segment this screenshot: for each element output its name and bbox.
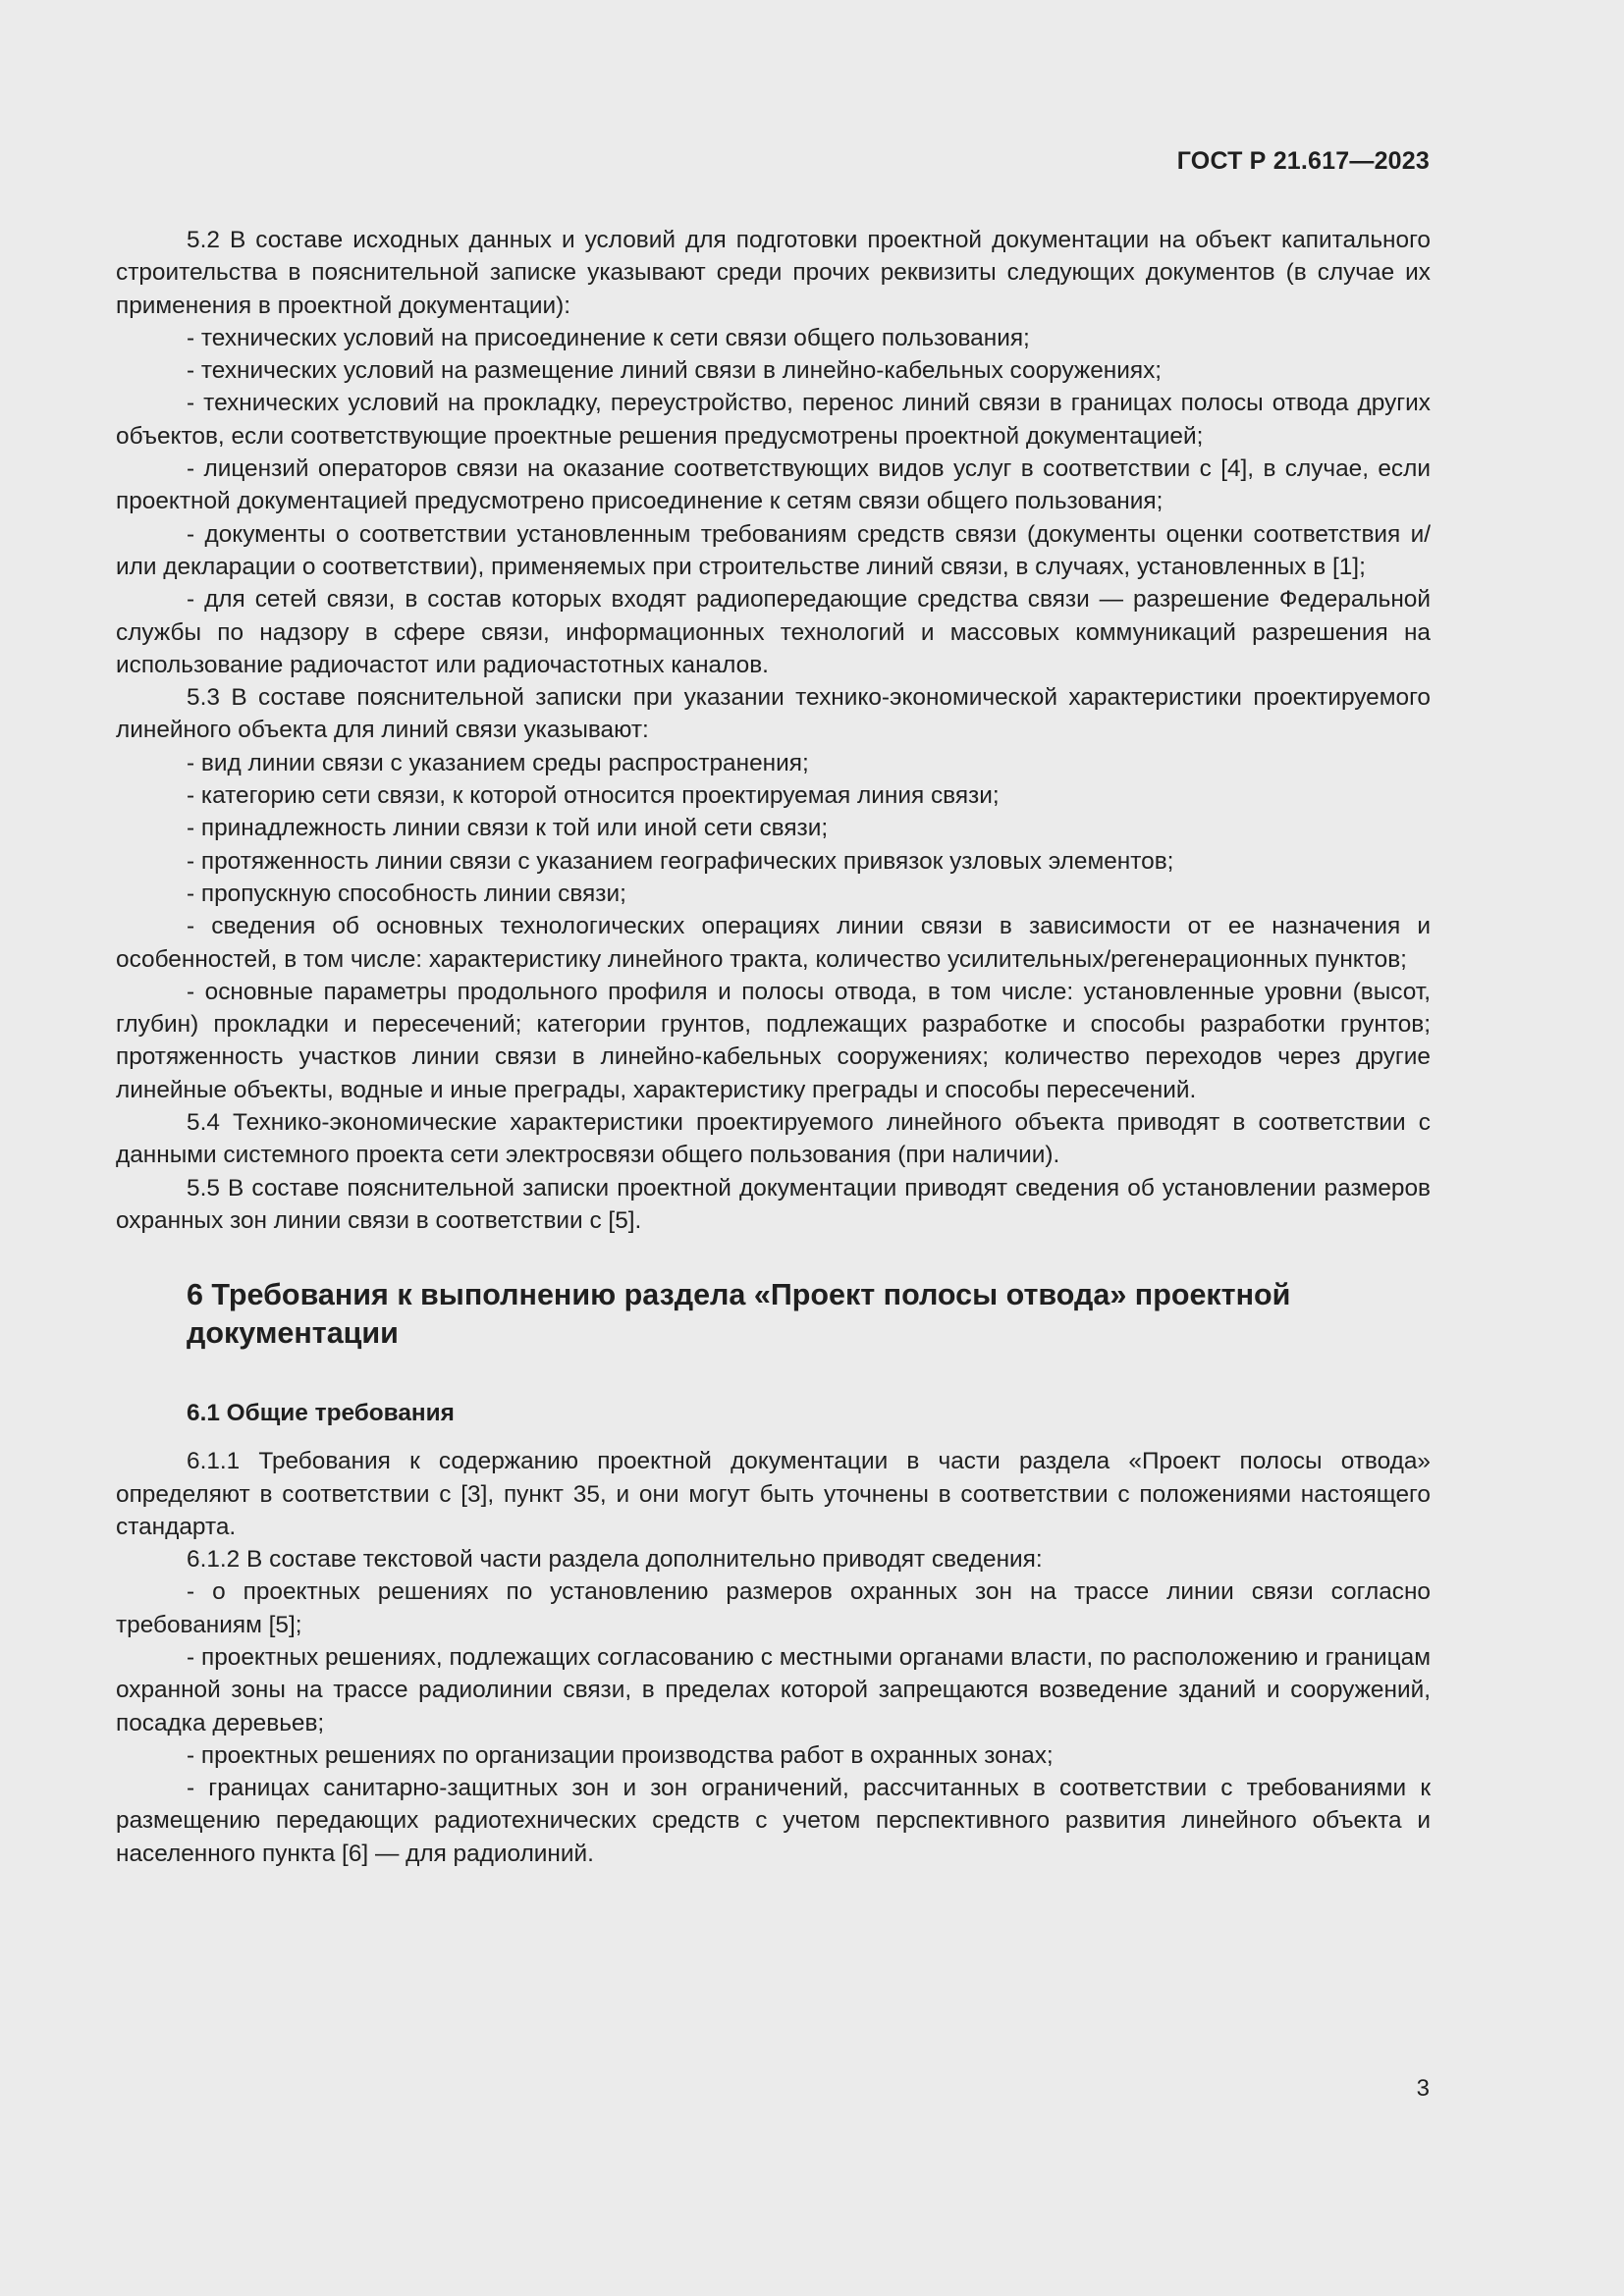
- paragraph-5-4: 5.4 Технико-экономические характеристики проектируемого линейного объекта приводят в соответствии с данными системного проекта сети электросвязи общего пользования (при наличии).: [116, 1109, 1431, 1169]
- paragraph-5-2: 5.2 В составе исходных данных и условий для подготовки проектной документации на объект капитального строительства в пояснительной записке указывают среди прочих реквизиты следующих документов (в случае их применения в проектной документации):: [116, 227, 1431, 319]
- list-item: - лицензий операторов связи на оказание соответствующих видов услуг в соответствии с [4], в случае, если проектной документацией предусмотрено присоединение к сетям связи общего пользования;: [116, 455, 1431, 515]
- list-item: - границах санитарно-защитных зон и зон ограничений, рассчитанных в соответствии с требованиями к размещению передающих радиотехнических средств с учетом перспективного развития линейного объекта и населенного пункта [6] — для радиолиний.: [116, 1775, 1431, 1867]
- list-item: - проектных решениях по организации производства работ в охранных зонах;: [187, 1741, 1054, 1769]
- subsection-6-1-title: 6.1 Общие требования: [187, 1400, 455, 1427]
- page-content: [116, 224, 1431, 1870]
- list-item: - сведения об основных технологических операциях линии связи в зависимости от ее назначения и особенностей, в том числе: характеристику линейного тракта, количество усилительных/регенерационных пунктов;: [116, 913, 1431, 973]
- section-6-title: 6 Требования к выполнению раздела «Проект полосы отвода» проектной документации: [187, 1278, 1291, 1351]
- paragraph-5-5: 5.5 В составе пояснительной записки проектной документации приводят сведения об установлении размеров охранных зон линии связи в соответствии с [5].: [116, 1174, 1431, 1234]
- list-item: - категорию сети связи, к которой относится проектируемая линия связи;: [187, 782, 1000, 810]
- list-item: - технических условий на прокладку, переустройство, перенос линий связи в границах полосы отвода других объектов, если соответствующие проектные решения предусмотрены проектной документацией;: [116, 390, 1431, 450]
- page-number: 3: [1416, 2075, 1430, 2102]
- paragraph-5-3: 5.3 В составе пояснительной записки при указании технико-экономической характеристики проектируемого линейного объекта для линий связи указывают:: [116, 684, 1431, 744]
- list-item: - технических условий на присоединение к сети связи общего пользования;: [187, 324, 1030, 351]
- paragraph-6-1-1: 6.1.1 Требования к содержанию проектной документации в части раздела «Проект полосы отвода» определяют в соответствии с [3], пункт 35, и они могут быть уточнены в соответствии с положениями настоящего стандарта.: [116, 1448, 1431, 1540]
- standard-number: ГОСТ Р 21.617—2023: [1176, 147, 1430, 175]
- list-item: - о проектных решениях по установлению размеров охранных зон на трассе линии связи согласно требованиям [5];: [116, 1578, 1431, 1638]
- list-item: - технических условий на размещение линий связи в линейно-кабельных сооружениях;: [187, 357, 1163, 385]
- list-item: - протяженность линии связи с указанием географических привязок узловых элементов;: [187, 847, 1174, 875]
- list-item: - основные параметры продольного профиля и полосы отвода, в том числе: установленные уровни (высот, глубин) прокладки и пересечений; категории грунтов, подлежащих разработке и способы разработки грунтов; протяженность участков линии связи в линейно-кабельных сооружениях; количество переходов через другие линейные объекты, водные и иные преграды, характеристику преграды и способы пересечений.: [116, 978, 1431, 1103]
- list-item: - вид линии связи с указанием среды распространения;: [187, 749, 809, 776]
- list-item: - для сетей связи, в состав которых входят радиопередающие средства связи — разрешение Федеральной службы по надзору в сфере связи, информационных технологий и массовых коммуникаций разрешения на использование радиочастот или радиочастотных каналов.: [116, 586, 1431, 678]
- list-item: - документы о соответствии установленным требованиям средств связи (документы оценки соответствия и/или декларации о соответствии), применяемых при строительстве линий связи, в случаях, установленных в [1];: [116, 520, 1431, 580]
- list-item: - принадлежность линии связи к той или иной сети связи;: [187, 815, 829, 842]
- list-item: - проектных решениях, подлежащих согласованию с местными органами власти, по расположению и границам охранной зоны на трассе радиолинии связи, в пределах которой запрещаются возведение зданий и сооружений, посадка деревьев;: [116, 1643, 1431, 1736]
- paragraph-6-1-2: 6.1.2 В составе текстовой части раздела дополнительно приводят сведения:: [187, 1546, 1043, 1574]
- list-item: - пропускную способность линии связи;: [187, 880, 626, 907]
